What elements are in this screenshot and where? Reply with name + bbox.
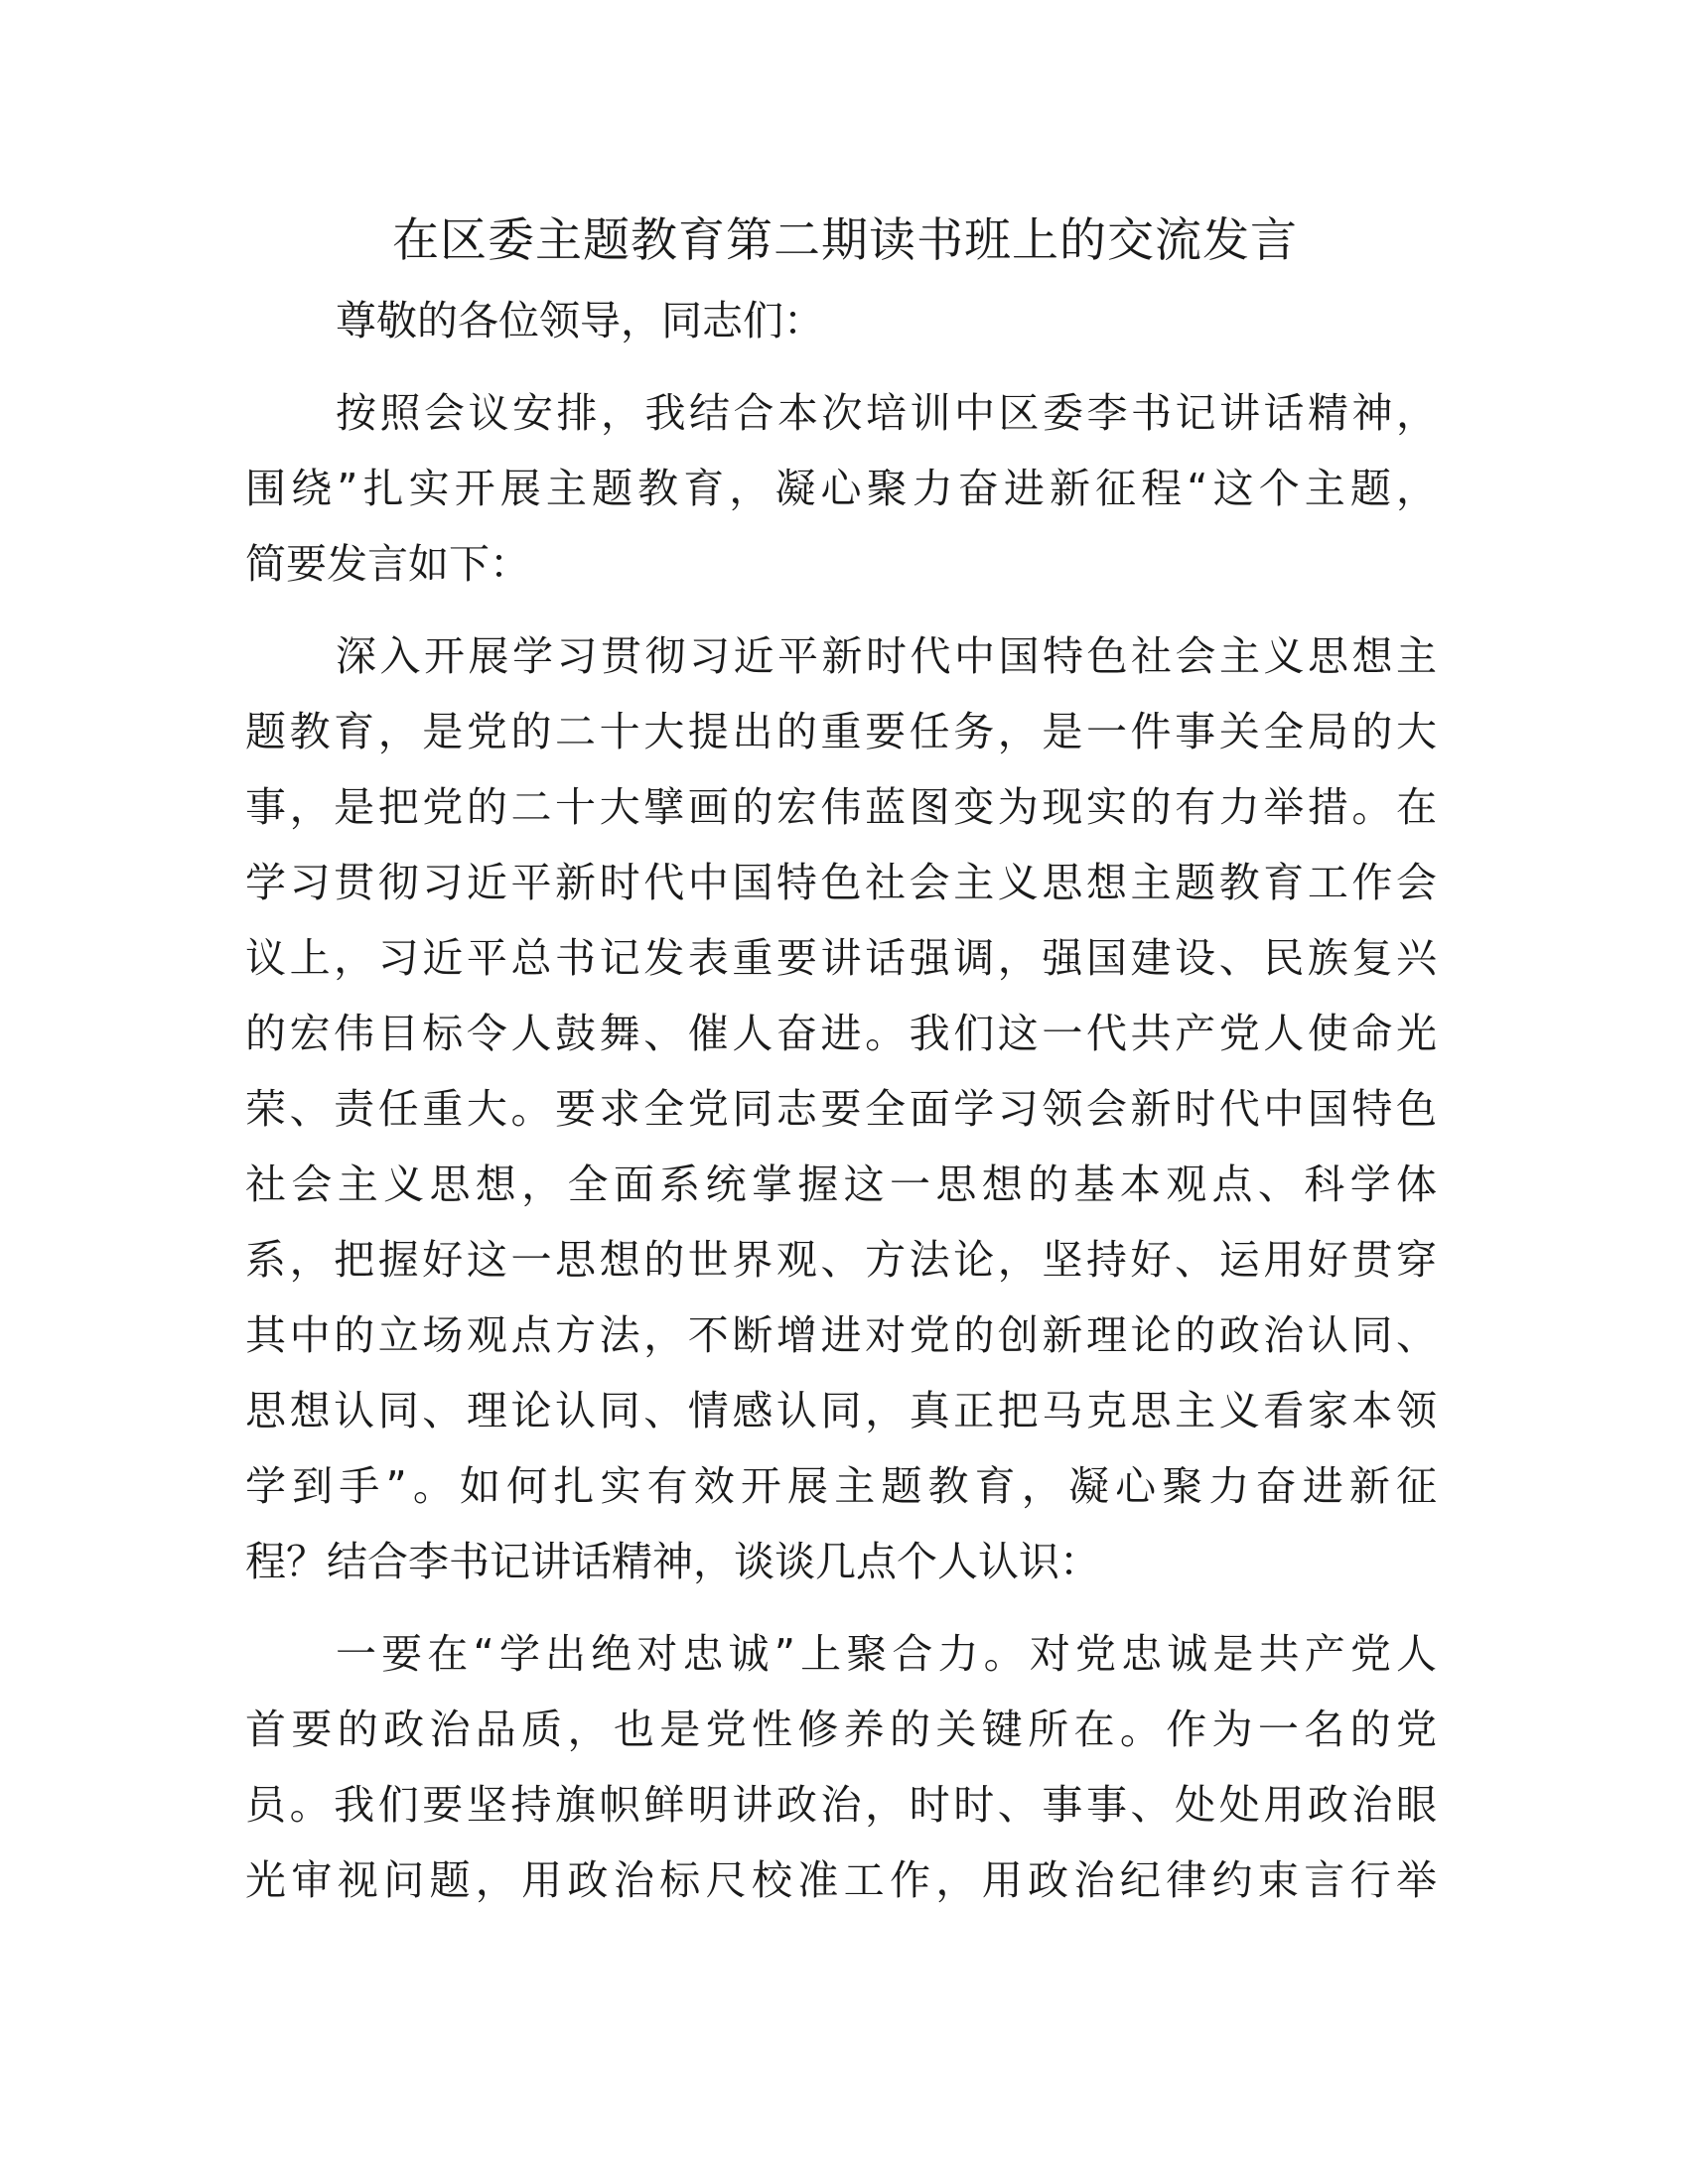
paragraph-line: 围绕”扎实开展主题教育，凝心聚力奋进新征程“这个主题， (245, 465, 1437, 512)
paragraph-line: 学习贯彻习近平新时代中国特色社会主义思想主题教育工作会 (245, 859, 1437, 906)
paragraph-line: 学到手”。如何扎实有效开展主题教育，凝心聚力奋进新征 (245, 1462, 1437, 1510)
paragraph-line: 荣、责任重大。要求全党同志要全面学习领会新时代中国特色 (245, 1085, 1437, 1133)
paragraph-line: 首要的政治品质，也是党性修养的关键所在。作为一名的党 (245, 1706, 1437, 1753)
paragraph-line: 光审视问题，用政治标尺校准工作，用政治纪律约束言行举 (245, 1856, 1437, 1904)
paragraph-line: 题教育，是党的二十大提出的重要任务，是一件事关全局的大 (245, 708, 1437, 755)
paragraph-line: 议上，习近平总书记发表重要讲话强调，强国建设、民族复兴 (245, 934, 1437, 982)
paragraph-line: 的宏伟目标令人鼓舞、催人奋进。我们这一代共产党人使命光 (245, 1010, 1437, 1057)
paragraph-line: 员。我们要坚持旗帜鲜明讲政治，时时、事事、处处用政治眼 (245, 1781, 1437, 1829)
body-paragraph (245, 1616, 1437, 1918)
paragraph-line: 程？结合李书记讲话精神，谈谈几点个人认识： (245, 1538, 1100, 1585)
document-title: 在区委主题教育第二期读书班上的交流发言 (392, 213, 1298, 268)
paragraph-line: 按照会议安排，我结合本次培训中区委李书记讲话精神， (336, 389, 1437, 437)
paragraph-line: 事，是把党的二十大擘画的宏伟蓝图变为现实的有力举措。在 (245, 783, 1437, 831)
document-body (245, 204, 1437, 1918)
paragraph-line: 深入开展学习贯彻习近平新时代中国特色社会主义思想主 (336, 632, 1437, 680)
paragraph-line: 其中的立场观点方法，不断增进对党的创新理论的政治认同、 (245, 1311, 1437, 1359)
paragraph-list (245, 375, 1437, 1918)
paragraph-line: 简要发言如下： (245, 540, 530, 588)
paragraph-line: 思想认同、理论认同、情感认同，真正把马克思主义看家本领 (245, 1387, 1437, 1434)
body-paragraph (245, 618, 1437, 1599)
paragraph-line: 系，把握好这一思想的世界观、方法论，坚持好、运用好贯穿 (245, 1236, 1437, 1284)
paragraph-line: 一要在“学出绝对忠诚”上聚合力。对党忠诚是共产党人 (336, 1630, 1437, 1678)
body-paragraph (245, 375, 1437, 602)
paragraph-line: 社会主义思想，全面系统掌握这一思想的基本观点、科学体 (245, 1160, 1437, 1208)
salutation: 尊敬的各位领导，同志们： (336, 297, 824, 344)
